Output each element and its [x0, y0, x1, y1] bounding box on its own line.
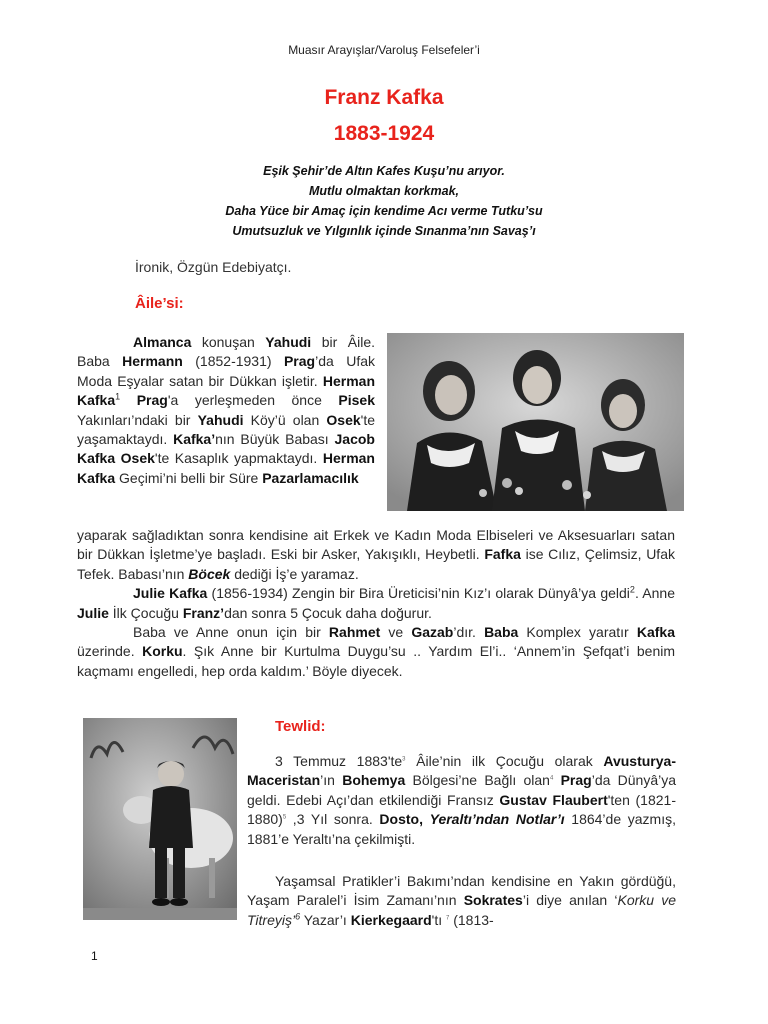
- term: Herman Kafka: [77, 450, 375, 486]
- text-run: dan sonra 5 Çocuk daha doğurur.: [224, 604, 432, 621]
- section-heading-family: Âile’si:: [135, 295, 184, 312]
- page-title: Franz Kafka: [324, 86, 444, 109]
- term: Fafka: [484, 546, 521, 563]
- text-run: konuşan: [191, 334, 266, 350]
- term: Rahmet: [328, 624, 381, 641]
- term: Prag: [553, 772, 592, 789]
- family-paragraphs: [77, 526, 675, 681]
- text-run: ’da Ufak Moda Eşyalar satan bir Dükkan işletir.: [77, 353, 375, 389]
- term: Korku ve Titreyiş’: [247, 892, 677, 928]
- term: Prag: [283, 353, 316, 370]
- term: Prag: [120, 392, 168, 409]
- text-run: Komplex yaratır: [518, 624, 637, 641]
- term: Baba: [484, 624, 519, 641]
- section-heading-birth: Tewlid:: [275, 718, 326, 735]
- motto-line: Mutlu olmaktan korkmak,: [308, 184, 460, 198]
- text-run: Yaşamsal Pratikler’i Bakımı’ndan kendisine en Yakın gördüğü, Yaşam Paralel’i İsim Zamanı’nın: [247, 873, 676, 909]
- text-run: 'tı: [431, 911, 446, 928]
- text-run: üzerinde.: [77, 643, 143, 660]
- text-run: ’dır.: [453, 624, 485, 641]
- term: Franz’: [182, 604, 225, 621]
- family-paragraph-1a: [77, 333, 375, 488]
- text-run: nın Büyük Babası: [215, 431, 335, 448]
- text-run: 'te Kasaplık yapmaktaydı.: [154, 450, 323, 467]
- term: Herman Kafka: [77, 372, 375, 409]
- text-run: ise Cılız, Çelimsiz, Ufak Tefek. Babası’nın: [77, 546, 675, 582]
- term: Pazarlamacılık: [262, 469, 359, 486]
- sisters-photo: [387, 333, 684, 511]
- term: Yahudi: [197, 411, 244, 428]
- text-run: Yazar’ı: [300, 911, 351, 928]
- text-run: yaparak sağladıktan sonra kendisine ait Erkek ve Kadın Moda Elbiseleri ve Aksesuarları satan bir Dükkan İşletme’ye başladı. Eski bir Asker, Yakışıklı, Heybetli.: [77, 527, 675, 563]
- text-run: . Anne: [634, 585, 675, 602]
- text-run: . Şık Anne bir Kurtulma Duygu’su .. Yardım El’i.. ‘Annem’in Şefqat’i benim kaçmamı engelledi, hep orda kaldım.’ Böyle diyecek.: [77, 643, 676, 679]
- text-run: ’i diye anılan ‘: [522, 892, 618, 909]
- footnote-ref[interactable]: 3: [402, 756, 406, 763]
- text-run: (1852-1931): [182, 353, 284, 370]
- text-run: Baba ve Anne onun için bir: [133, 624, 329, 641]
- term: Korku: [142, 643, 183, 660]
- footnote-ref[interactable]: 4: [549, 775, 554, 782]
- text-run: ,3 Yıl sonra.: [286, 811, 380, 828]
- term: Almanca: [133, 334, 192, 350]
- term: Kierkegaard: [350, 911, 432, 928]
- footnote-ref[interactable]: 7: [446, 915, 450, 922]
- text-run: Geçimi’ni belli bir Süre: [115, 469, 263, 486]
- text-run: (1813-: [449, 911, 494, 928]
- lifespan-years: 1883-1924: [333, 122, 435, 145]
- term: Pisek: [338, 392, 376, 409]
- text-run: (1856-1934) Zengin bir Bira Üreticisi’nin Kız’ı olarak Dünyâ’ya geldi: [207, 585, 630, 602]
- footnote-ref[interactable]: 6: [295, 911, 301, 922]
- motto-line: Daha Yüce bir Amaç için kendime Acı verme Tutku’su: [225, 204, 543, 218]
- text-run: bir Âile. Baba: [77, 334, 375, 370]
- term: Jacob Kafka Osek: [77, 431, 375, 467]
- term: Julie Kafka: [133, 585, 208, 602]
- birth-paragraph-1: [247, 752, 676, 849]
- motto-line: Eşik Şehir’de Altın Kafes Kuşu’nu arıyor.: [263, 164, 505, 178]
- text-run: ve: [380, 624, 412, 641]
- term: Sokrates: [463, 892, 523, 909]
- text-run: İlk Çocuğu: [108, 604, 183, 621]
- running-header: Muasır Arayışlar/Varoluş Felsefeler’i: [288, 43, 480, 57]
- term: Kafka: [636, 624, 675, 641]
- text-run: 'ten (1821-1880): [247, 791, 676, 828]
- term: Bohemya: [342, 772, 406, 789]
- term: Yeraltı’ndan Notlar’ı: [429, 811, 565, 828]
- birth-paragraph-2: [247, 872, 676, 930]
- motto-line: Umutsuzluk ve Yılgınlık içinde Sınanma’nın Savaş’ı: [232, 224, 536, 238]
- intro-line: İronik, Özgün Edebiyatçı.: [135, 259, 292, 275]
- term: Yahudi: [265, 334, 312, 350]
- text-run: 3 Temmuz 1883'te: [275, 753, 403, 769]
- term: Dosto,: [379, 811, 430, 828]
- text-run: dediği İş’e yaramaz.: [230, 565, 359, 582]
- text-run: 1864’de yazmış, 1881’e Yeraltı’na çekilmişti.: [247, 811, 676, 847]
- motto-block: [0, 161, 768, 241]
- text-run: Köy’ü olan: [243, 411, 327, 428]
- text-run: 'te yaşamaktaydı.: [77, 411, 375, 448]
- term: Gazab: [411, 624, 454, 641]
- term: Avusturya-Maceristan: [247, 753, 676, 789]
- page-number: 1: [91, 949, 98, 963]
- term: Julie: [77, 604, 109, 621]
- term: Kafka’: [173, 431, 216, 448]
- text-run: 'a yerleşmeden önce: [167, 392, 339, 409]
- text-run: ’da Dünyâ’ya geldi. Edebi Açı’dan etkilendiği Fransız: [247, 772, 677, 808]
- text-run: ’ın: [320, 772, 343, 789]
- text-run: Bölgesi’ne Bağlı olan: [405, 772, 550, 789]
- term: Hermann: [122, 353, 183, 370]
- text-run: Yakınları’ndaki bir: [77, 411, 198, 428]
- text-run: Âile’nin ilk Çocuğu olarak: [405, 753, 604, 769]
- term: Osek: [326, 411, 361, 428]
- footnote-ref[interactable]: 5: [282, 814, 287, 821]
- child-photo: [83, 718, 237, 920]
- term: Böcek: [188, 565, 231, 582]
- term: Gustav Flaubert: [499, 791, 608, 808]
- footnote-ref[interactable]: 1: [115, 391, 121, 402]
- footnote-ref[interactable]: 2: [629, 584, 635, 595]
